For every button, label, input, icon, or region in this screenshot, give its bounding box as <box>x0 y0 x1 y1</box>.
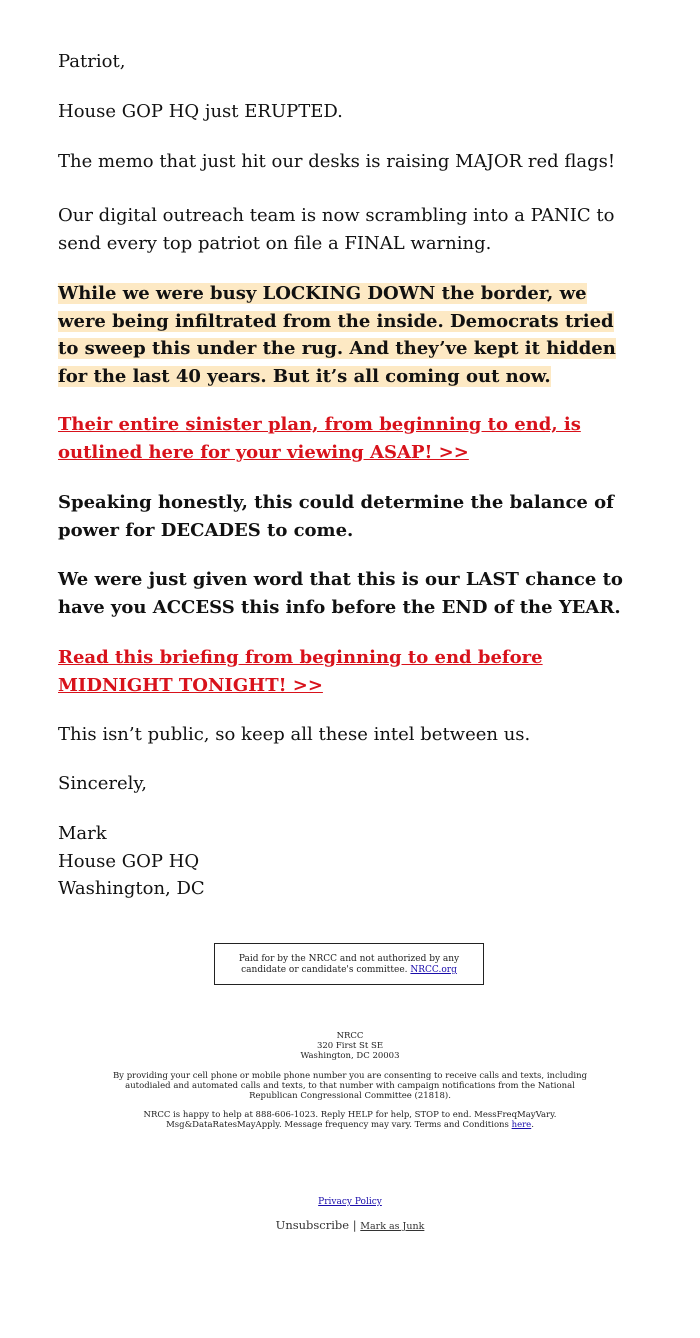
unsubscribe-row <box>0 1218 700 1232</box>
unsubscribe-link[interactable]: Unsubscribe <box>275 1218 350 1232</box>
signature-location: Washington, DC <box>58 878 205 899</box>
paragraph-balance-of-power: Speaking honestly, this could determine the balance of power for DECADES to come. <box>58 492 614 541</box>
signature <box>58 820 648 903</box>
footer-consent: By providing your cell phone or mobile phone number you are consenting to receive calls and texts, including autodialed and automated calls and texts, to that number with campaign notifications from the National Republican Congressional Committee (21818). <box>112 1071 588 1101</box>
briefing-link[interactable]: Read this briefing from beginning to end before MIDNIGHT TONIGHT! >> <box>58 647 543 696</box>
privacy-policy-link[interactable]: Privacy Policy <box>318 1197 382 1207</box>
footer-help: NRCC is happy to help at 888-606-1023. Reply HELP for help, STOP to end. MessFreqMayVary. Msg&DataRatesMayApply. Message frequency may vary. Terms and Conditions here. <box>143 1110 557 1130</box>
signature-name: Mark <box>58 823 107 844</box>
nrcc-link[interactable]: NRCC.org <box>410 965 457 975</box>
paragraph-last-chance: We were just given word that this is our LAST chance to have you ACCESS this info before the END of the YEAR. <box>58 569 623 618</box>
privacy-row <box>0 1197 700 1207</box>
paragraph-outreach: Our digital outreach team is now scrambling into a PANIC to send every top patriot on file a FINAL warning. <box>58 205 615 254</box>
paid-for-disclaimer: Paid for by the NRCC and not authorized by any candidate or candidate's committee. NRCC.org <box>214 943 484 985</box>
separator: | <box>352 1218 357 1232</box>
mark-as-junk-link[interactable]: Mark as Junk <box>360 1221 425 1232</box>
paragraph-memo: The memo that just hit our desks is raising MAJOR red flags! <box>58 151 616 172</box>
terms-link[interactable]: here <box>511 1120 532 1130</box>
paragraph-erupted: House GOP HQ just ERUPTED. <box>58 101 343 122</box>
sinister-plan-link[interactable]: Their entire sinister plan, from beginning to end, is outlined here for your viewing ASAP! >> <box>58 414 581 463</box>
greeting: Patriot, <box>58 51 126 72</box>
footer-address: NRCC 320 First St SE Washington, DC 20003 <box>300 1031 400 1061</box>
signature-org: House GOP HQ <box>58 850 200 872</box>
closing: Sincerely, <box>58 773 147 794</box>
paragraph-not-public: This isn’t public, so keep all these intel between us. <box>58 724 531 745</box>
highlighted-paragraph: While we were busy LOCKING DOWN the border, we were being infiltrated from the inside. Democrats tried to sweep this under the rug. And they’ve kept it hidden for the last 40 years. But it’s all coming out now. <box>58 283 616 387</box>
